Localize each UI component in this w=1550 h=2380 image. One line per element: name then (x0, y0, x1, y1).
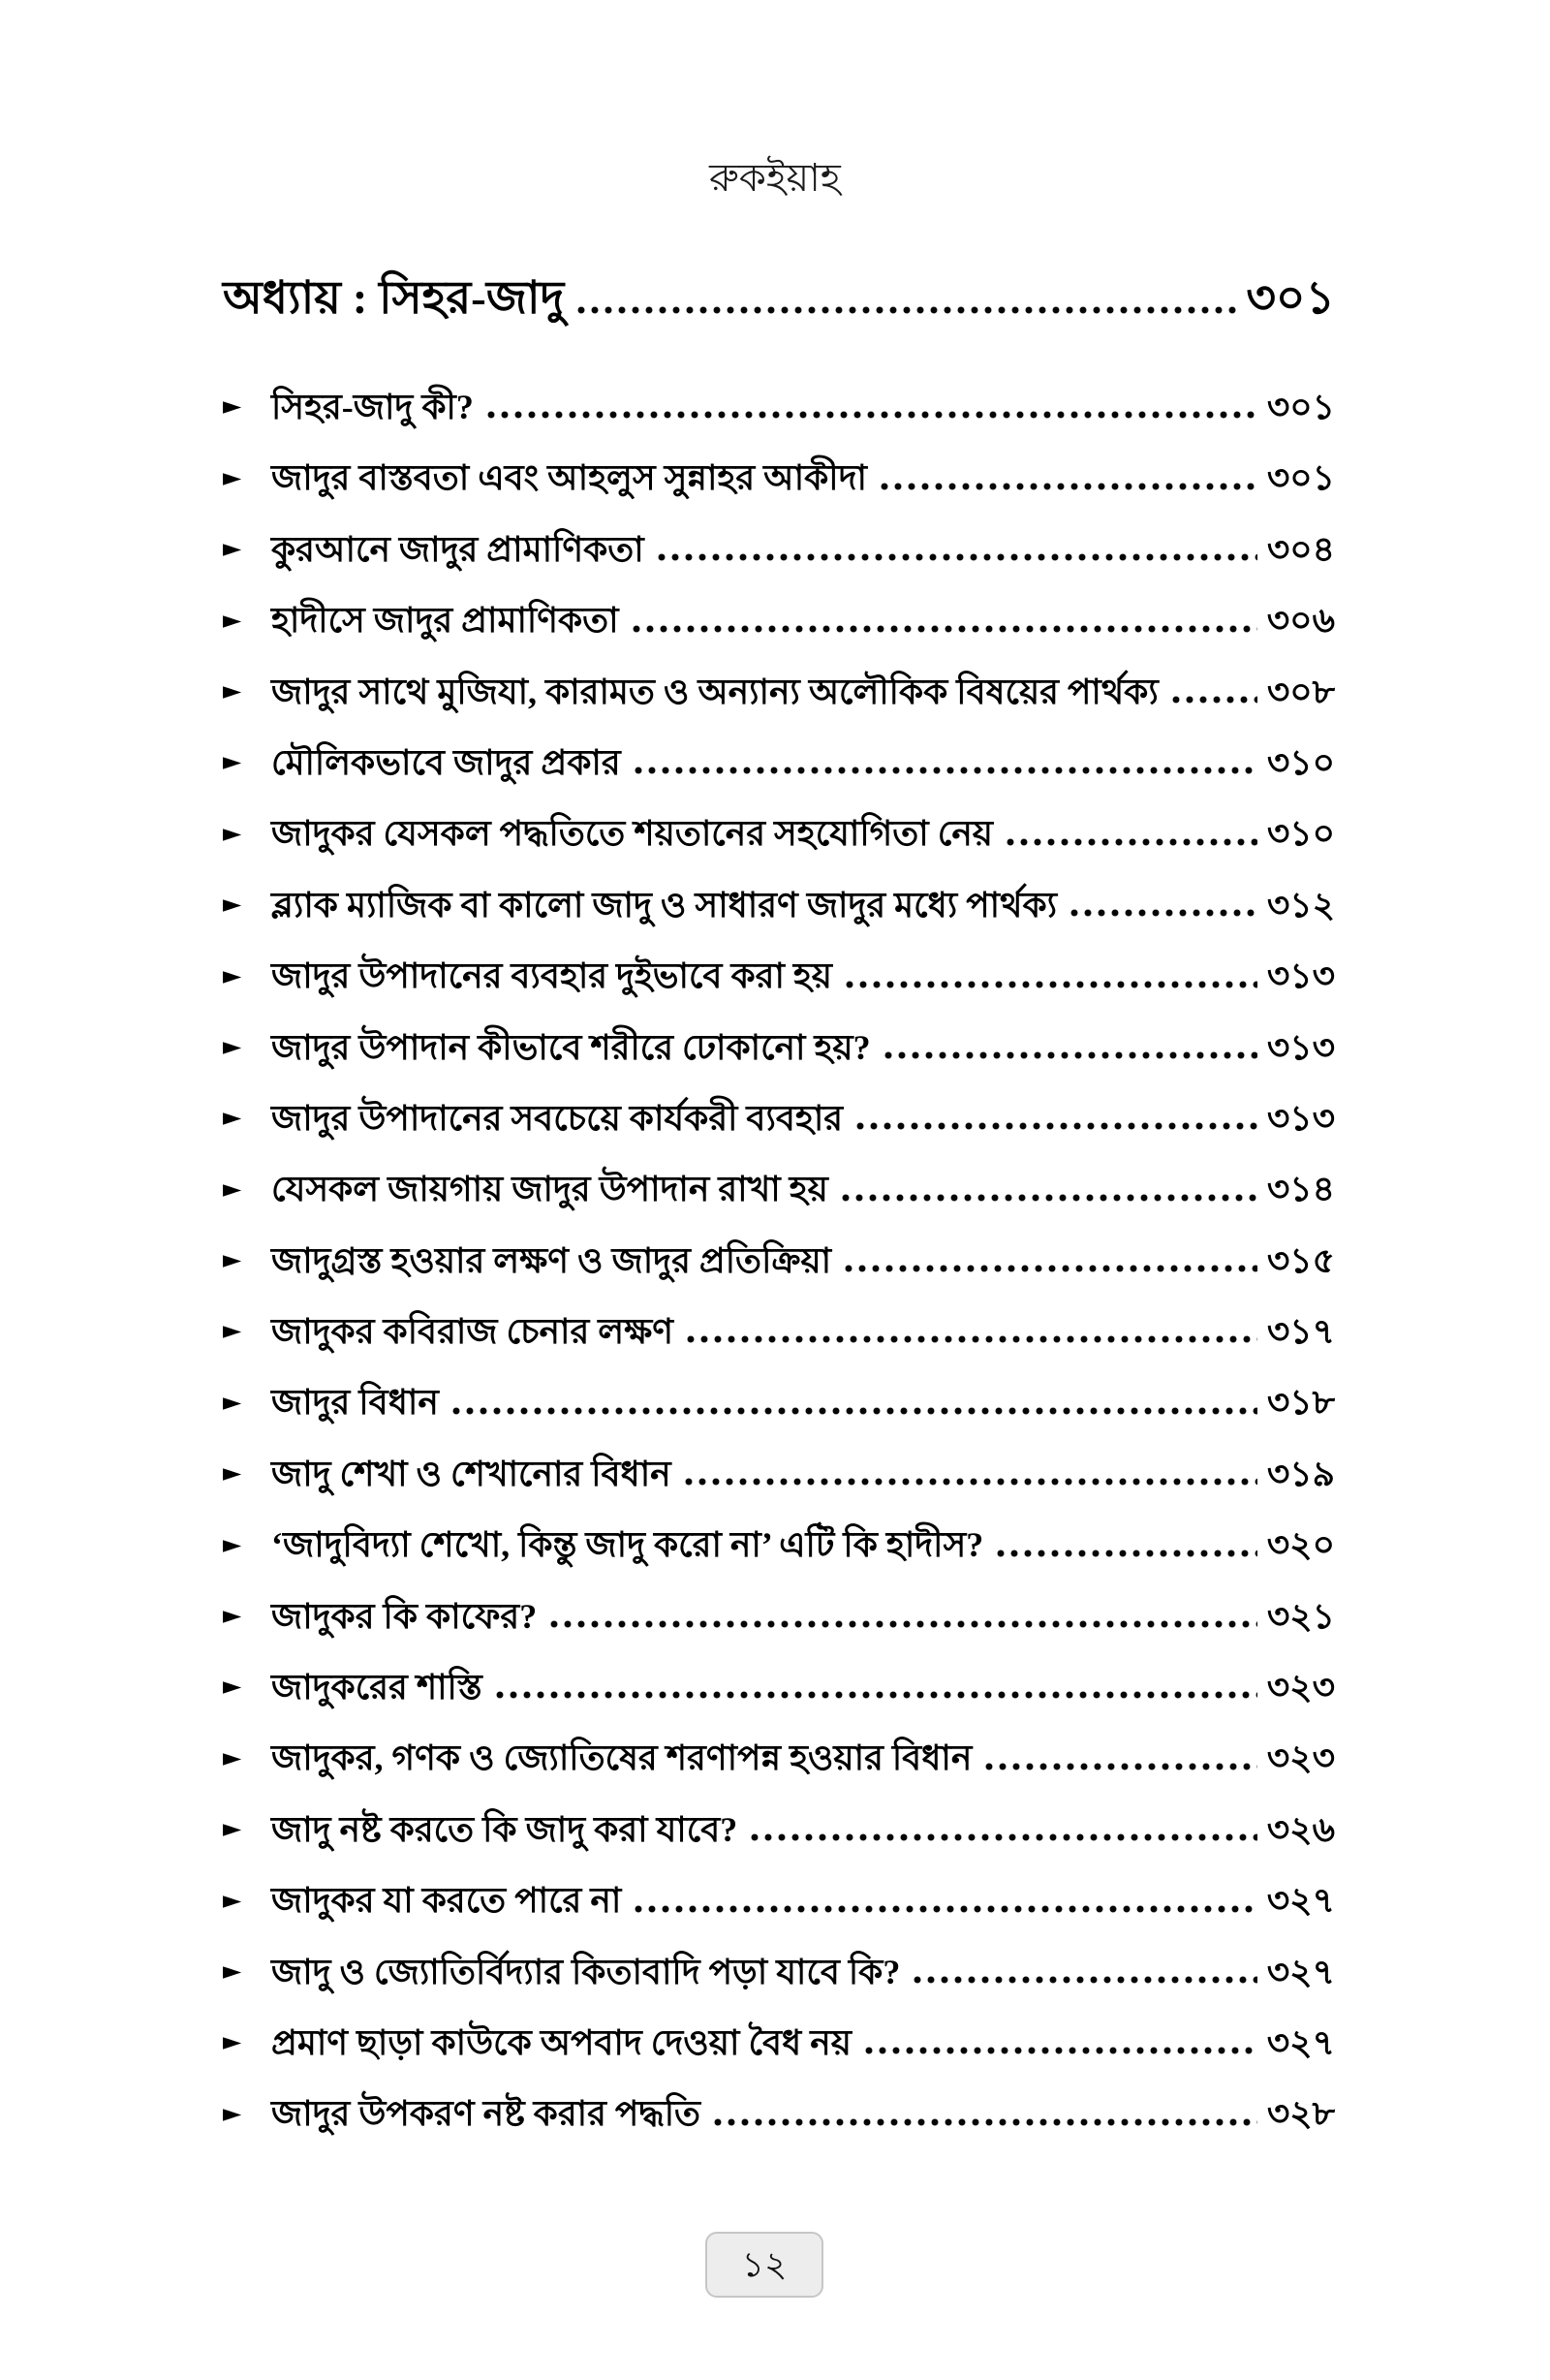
toc-entry-page: ৩১৭ (1266, 1312, 1335, 1352)
dot-leader (658, 553, 1257, 561)
toc-entry (223, 1850, 1335, 1921)
dot-leader (1007, 838, 1257, 846)
toc-entry-title: জাদুগ্রস্ত হওয়ার লক্ষণ ও জাদুর প্রতিক্রিয়া (271, 1240, 832, 1280)
toc-entry-title: জাদুর বিধান (271, 1383, 439, 1423)
dot-leader (687, 1335, 1257, 1343)
toc-entry-title: সিহর-জাদু কী? (271, 388, 474, 426)
toc-entry-page: ৩২৩ (1266, 1738, 1335, 1778)
toc-entry-page: ৩১৮ (1266, 1383, 1335, 1423)
dot-leader (635, 767, 1257, 774)
toc-entry (223, 925, 1335, 996)
dot-leader (1172, 696, 1257, 704)
toc-entry-title: জাদুর উপাদানের ব্যবহার দুইভাবে করা হয় (271, 956, 833, 996)
toc-entry (223, 855, 1335, 925)
bullet-triangle-icon: ► (223, 462, 242, 491)
dot-leader (856, 1122, 1257, 1130)
dot-leader (635, 1905, 1257, 1913)
toc-entry-title: ‘জাদুবিদ্যা শেখো, কিন্তু জাদু করো না’ এটি কি হাদীস? (271, 1525, 984, 1565)
dot-leader (1070, 909, 1257, 917)
chapter-heading-row (223, 272, 1335, 325)
bullet-triangle-icon: ► (223, 1387, 242, 1416)
toc-entry (223, 1068, 1335, 1139)
toc-entry (223, 997, 1335, 1068)
toc-entry-title: জাদুকর যেসকল পদ্ধতিতে শয়তানের সহযোগিতা নেয় (271, 814, 994, 854)
toc-entry-page: ৩২৭ (1266, 1881, 1335, 1921)
bullet-triangle-icon: ► (223, 534, 242, 563)
toc-entry-page: ৩২৮ (1266, 2094, 1335, 2134)
book-title: রুকইয়াহ (709, 156, 841, 200)
toc-entry (223, 1210, 1335, 1281)
toc-entry (223, 1281, 1335, 1352)
toc-entry (223, 1707, 1335, 1778)
toc-list (223, 357, 1335, 2135)
toc-entry-title: জাদুকর যা করতে পারে না (271, 1881, 622, 1921)
bullet-triangle-icon: ► (223, 1174, 242, 1203)
bullet-triangle-icon: ► (223, 818, 242, 847)
bullet-triangle-icon: ► (223, 1458, 242, 1488)
dot-leader (452, 1407, 1257, 1415)
dot-leader (714, 2118, 1257, 2126)
bullet-triangle-icon: ► (223, 1245, 242, 1274)
toc-entry (223, 499, 1335, 570)
toc-entry-page: ৩১৩ (1266, 1098, 1335, 1138)
page-number: ১২ (741, 2245, 788, 2284)
toc-entry-page: ৩১৩ (1266, 956, 1335, 996)
toc-entry (223, 642, 1335, 712)
toc-entry-title: জাদুকর, গণক ও জ্যোতিষের শরণাপন্ন হওয়ার বিধান (271, 1738, 973, 1778)
dot-leader (846, 981, 1257, 988)
toc-entry-page: ৩২৭ (1266, 1952, 1335, 1991)
toc-entry (223, 1922, 1335, 1992)
dot-leader (685, 1478, 1257, 1486)
bullet-triangle-icon: ► (223, 1031, 242, 1060)
dot-leader (842, 1194, 1257, 1202)
toc-entry-title: জাদুকর কি কাফের? (271, 1596, 538, 1636)
dot-leader (884, 1051, 1257, 1059)
toc-entry (223, 1494, 1335, 1565)
bullet-triangle-icon: ► (223, 1814, 242, 1843)
toc-entry-page: ৩০৮ (1266, 672, 1335, 711)
toc-entry (223, 2063, 1335, 2134)
bullet-triangle-icon: ► (223, 2027, 242, 2056)
dot-leader (985, 1763, 1256, 1770)
chapter-page-number: ৩০১ (1246, 273, 1335, 324)
toc-entry-page: ৩০১ (1266, 388, 1335, 426)
toc-entry-page: ৩২৭ (1266, 2022, 1335, 2062)
toc-entry-title: কুরআনে জাদুর প্রামাণিকতা (271, 529, 644, 569)
dot-leader (881, 483, 1257, 490)
bullet-triangle-icon: ► (223, 1529, 242, 1558)
bullet-triangle-icon: ► (223, 605, 242, 634)
toc-entry-title: হাদীসে জাদুর প্রামাণিকতা (271, 601, 619, 641)
toc-entry-title: প্রমাণ ছাড়া কাউকে অপবাদ দেওয়া বৈধ নয় (271, 2022, 852, 2062)
toc-entry-page: ৩১৯ (1266, 1454, 1335, 1493)
bullet-triangle-icon: ► (223, 960, 242, 989)
dot-leader (845, 1265, 1257, 1272)
toc-entry (223, 712, 1335, 783)
toc-entry-page: ৩১৩ (1266, 1027, 1335, 1067)
toc-entry-page: ৩১০ (1266, 742, 1335, 782)
toc-entry-page: ৩২৬ (1266, 1809, 1335, 1849)
toc-entry-page: ৩২০ (1266, 1525, 1335, 1565)
toc-entry-title: জাদুর সাথে মুজিযা, কারামত ও অন্যান্য অলৌকিক বিষয়ের পার্থক্য (271, 672, 1159, 711)
page-number-badge (705, 2232, 823, 2298)
toc-entry-title: ব্ল্যাক ম্যাজিক বা কালো জাদু ও সাধারণ জাদুর মধ্যে পার্থক্য (271, 885, 1058, 924)
dot-leader (914, 1976, 1256, 1984)
bullet-triangle-icon: ► (223, 890, 242, 919)
toc-entry-page: ৩১০ (1266, 814, 1335, 854)
toc-entry (223, 427, 1335, 498)
bullet-triangle-icon: ► (223, 1742, 242, 1771)
dot-leader (751, 1833, 1257, 1841)
toc-entry-title: জাদু নষ্ট করতে কি জাদু করা যাবে? (271, 1809, 738, 1849)
toc-entry (223, 1637, 1335, 1707)
toc-entry-page: ৩১৪ (1266, 1170, 1335, 1209)
dot-leader (865, 2047, 1257, 2054)
bullet-triangle-icon: ► (223, 675, 242, 705)
toc-entry (223, 1992, 1335, 2063)
toc-entry (223, 783, 1335, 854)
toc-entry-title: যেসকল জায়গায় জাদুর উপাদান রাখা হয় (271, 1170, 828, 1209)
toc-entry-page: ৩২৩ (1266, 1668, 1335, 1707)
toc-entry (223, 357, 1335, 427)
bullet-triangle-icon: ► (223, 2098, 242, 2127)
toc-entry-page: ৩০৬ (1266, 601, 1335, 641)
toc-entry (223, 1566, 1335, 1637)
bullet-triangle-icon: ► (223, 1956, 242, 1985)
bullet-triangle-icon: ► (223, 1316, 242, 1345)
bullet-triangle-icon: ► (223, 1103, 242, 1132)
toc-entry-title: জাদুর উপাদান কীভাবে শরীরে ঢোকানো হয়? (271, 1027, 871, 1067)
dot-leader (997, 1550, 1257, 1557)
bullet-triangle-icon: ► (223, 1601, 242, 1630)
toc-entry-page: ৩১৫ (1266, 1240, 1335, 1280)
bullet-triangle-icon: ► (223, 747, 242, 776)
toc-entry-title: মৌলিকভাবে জাদুর প্রকার (271, 742, 621, 782)
toc-entry-title: জাদু ও জ্যোতির্বিদ্যার কিতাবাদি পড়া যাবে কি? (271, 1952, 901, 1991)
toc-entry (223, 1424, 1335, 1494)
toc-entry-title: জাদুকরের শাস্তি (271, 1668, 482, 1707)
toc-entry-title: জাদু শেখা ও শেখানোর বিধান (271, 1454, 671, 1493)
bullet-triangle-icon: ► (223, 391, 242, 421)
bullet-triangle-icon: ► (223, 1885, 242, 1914)
dot-leader (496, 1691, 1257, 1699)
toc-entry (223, 1779, 1335, 1850)
toc-entry-page: ৩০১ (1266, 458, 1335, 498)
toc-entry-page: ৩০৪ (1266, 529, 1335, 569)
dot-leader (577, 306, 1236, 314)
chapter-heading-label: অধ্যায় : সিহর-জাদু (223, 273, 565, 324)
dot-leader (633, 625, 1257, 633)
toc-entry-title: জাদুকর কবিরাজ চেনার লক্ষণ (271, 1312, 674, 1352)
toc-entry-title: জাদুর উপকরণ নষ্ট করার পদ্ধতি (271, 2094, 701, 2134)
toc-entry-title: জাদুর বাস্তবতা এবং আহলুস সুন্নাহর আকীদা (271, 458, 867, 498)
toc-entry-page: ৩১২ (1266, 885, 1335, 924)
toc-entry-page: ৩২১ (1266, 1596, 1335, 1636)
dot-leader (487, 411, 1257, 419)
toc-entry-title: জাদুর উপাদানের সবচেয়ে কার্যকরী ব্যবহার (271, 1098, 844, 1138)
toc-entry (223, 1139, 1335, 1209)
dot-leader (550, 1620, 1257, 1628)
bullet-triangle-icon: ► (223, 1672, 242, 1701)
toc-entry (223, 570, 1335, 641)
toc-entry (223, 1352, 1335, 1423)
